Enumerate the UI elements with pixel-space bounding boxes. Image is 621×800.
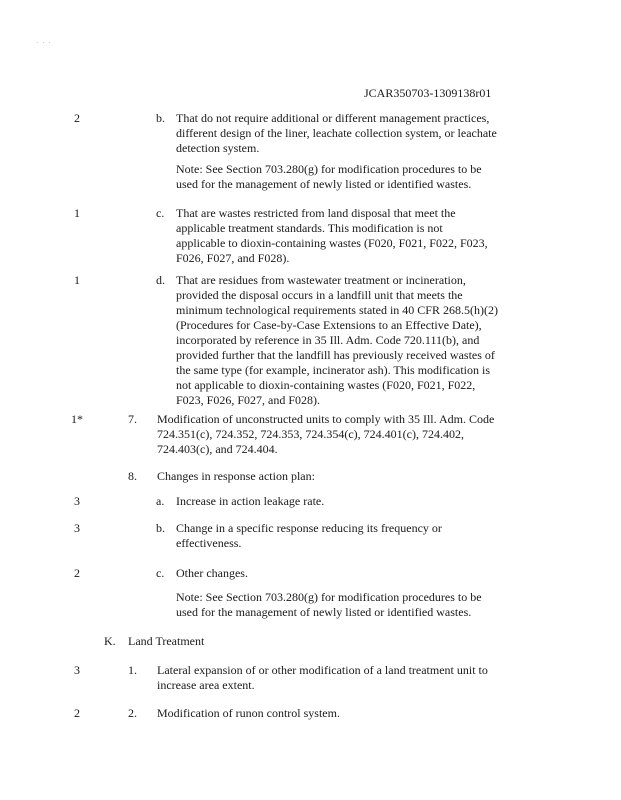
- document-id: JCAR350703-1309138r01: [364, 86, 492, 100]
- item-text: That are wastes restricted from land disposal that meet the applicable treatment standards. This modification is not applicable to dioxin-containing wastes (F020, F021, F022, F023, F026, F027, and F028).: [176, 206, 488, 265]
- class-label: 1: [74, 206, 80, 220]
- class-label: 2: [74, 566, 80, 580]
- item-text: Lateral expansion of or other modification of a land treatment unit to increase area extent.: [157, 663, 488, 692]
- section-heading: Land Treatment: [128, 634, 205, 648]
- class-label: 2: [74, 706, 80, 720]
- class-label: 1*: [71, 412, 83, 426]
- class-label: 3: [74, 521, 80, 535]
- item-marker: d.: [156, 273, 165, 287]
- item-text: Modification of unconstructed units to comply with 35 Ill. Adm. Code 724.351(c), 724.352, 724.353, 724.354(c), 724.401(c), 724.402, 724.403(c), and 724.404.: [157, 412, 495, 456]
- note-text: Note: See Section 703.280(g) for modification procedures to be used for the management of newly listed or identified wastes.: [176, 590, 482, 619]
- item-text: Modification of runon control system.: [157, 706, 340, 720]
- item-marker: a.: [156, 494, 165, 508]
- class-label: 2: [74, 111, 80, 125]
- item-marker: 8.: [128, 469, 137, 483]
- section-marker: K.: [104, 634, 116, 648]
- item-text: Other changes.: [176, 566, 248, 580]
- class-label: 3: [74, 494, 80, 508]
- item-marker: c.: [156, 206, 165, 220]
- item-text: Increase in action leakage rate.: [176, 494, 325, 508]
- item-marker: 1.: [128, 663, 137, 677]
- margin-mark: · · ·: [36, 39, 52, 47]
- item-text: That are residues from wastewater treatment or incineration, provided the disposal occurs in a landfill unit that meets the minimum technological requirements stated in 40 CFR 268.5(h)(2) (Procedures for Case-by-Case Extensions to an Effective Date), incorporated by reference in 35 Ill. Adm. Code 720.111(b), and provided further that the landfill has previously received wastes of the same type (for example, incinerator ash). This modification is not applicable to dioxin-containing wastes (F020, F021, F022, F023, F026, F027, and F028).: [176, 273, 498, 407]
- class-label: 1: [74, 273, 80, 287]
- item-text: Change in a specific response reducing its frequency or effectiveness.: [176, 521, 442, 550]
- item-text: That do not require additional or different management practices, different design of the liner, leachate collection system, or leachate detection system.: [176, 111, 497, 155]
- item-text: Changes in response action plan:: [157, 469, 315, 483]
- note-text: Note: See Section 703.280(g) for modification procedures to be used for the management of newly listed or identified wastes.: [176, 162, 482, 191]
- item-marker: b.: [156, 111, 165, 125]
- item-marker: 2.: [128, 706, 137, 720]
- item-marker: 7.: [128, 412, 137, 426]
- class-label: 3: [74, 663, 80, 677]
- item-marker: b.: [156, 521, 165, 535]
- item-marker: c.: [156, 566, 165, 580]
